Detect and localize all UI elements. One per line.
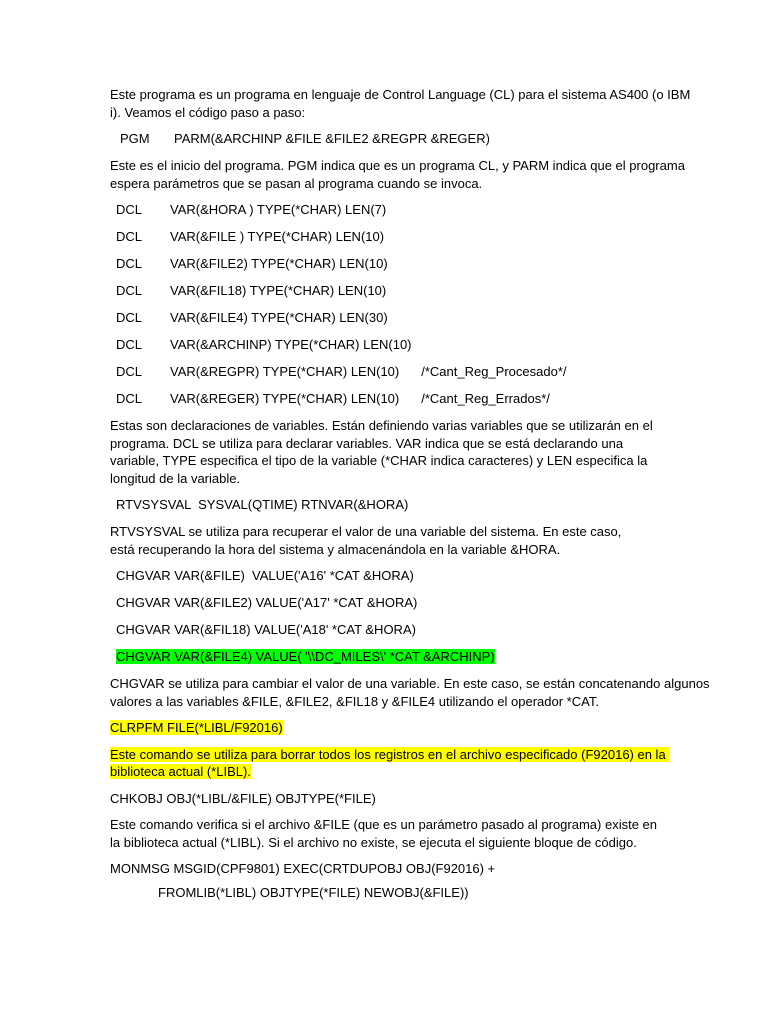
chgvar-line: CHGVAR VAR(&FIL18) VALUE('A18' *CAT &HORA) [116,622,416,637]
dcl-keyword: DCL [116,283,143,298]
chgvar-block [110,567,710,666]
dcl-args: VAR(&FILE ) TYPE(*CHAR) LEN(10) [170,229,385,244]
dcl-line [110,336,710,354]
pgm-keyword: PGM [120,131,150,146]
dcl-line [110,282,710,300]
dcl-line [110,228,710,246]
yellow-highlight: CLRPFM FILE(*LIBL/F92016) [110,720,283,735]
monmsg-code-line-2: FROMLIB(*LIBL) OBJTYPE(*FILE) NEWOBJ(&FILE)) [158,884,469,900]
dcl-keyword: DCL [116,202,143,217]
intro-paragraph: Este programa es un programa en lenguaje de Control Language (CL) para el sistema AS400 (o IBM i). Veamos el código paso a paso: [110,87,694,120]
dcl-args: VAR(&REGER) TYPE(*CHAR) LEN(10) [170,391,400,406]
dcl-block [110,201,710,408]
pgm-explanation: Este es el inicio del programa. PGM indica que es un programa CL, y PARM indica que el programa espera parámetros que se pasan al programa cuando se invoca. [110,158,689,191]
dcl-comment: /*Cant_Reg_Procesado*/ [421,364,567,379]
dcl-args: VAR(&FILE2) TYPE(*CHAR) LEN(10) [170,256,388,271]
dcl-line [110,255,710,273]
dcl-keyword: DCL [116,256,143,271]
rtvsysval-explanation: RTVSYSVAL se utiliza para recuperar el valor de una variable del sistema. En este caso, está recuperando la hora del sistema y almacenándola en la variable &HORA. [110,524,625,557]
pgm-code-line [110,130,710,148]
chgvar-explanation: CHGVAR se utiliza para cambiar el valor de una variable. En este caso, se están concatenando algunos valores a las variables &FILE, &FILE2, &FIL18 y &FILE4 utilizando el operador *CAT. [110,676,714,709]
dcl-comment: /*Cant_Reg_Errados*/ [421,391,550,406]
chgvar-line: CHGVAR VAR(&FILE2) VALUE('A17' *CAT &HORA) [116,595,418,610]
pgm-args: PARM(&ARCHINP &FILE &FILE2 &REGPR &REGER) [174,131,490,146]
dcl-explanation: Estas son declaraciones de variables. Están definiendo varias variables que se utilizarán en el programa. DCL se utiliza para declarar variables. VAR indica que se está declarando una variable, TYPE especifica el tipo de la variable (*CHAR indica caracteres) y LEN especifica la longitud de la variable. [110,418,657,486]
dcl-args: VAR(&HORA ) TYPE(*CHAR) LEN(7) [170,202,387,217]
clrpfm-code-line [110,719,710,737]
dcl-keyword: DCL [116,364,143,379]
chgvar-line: CHGVAR VAR(&FILE) VALUE('A16' *CAT &HORA) [116,568,414,583]
dcl-args: VAR(&FILE4) TYPE(*CHAR) LEN(30) [170,310,388,325]
dcl-args: VAR(&ARCHINP) TYPE(*CHAR) LEN(10) [170,337,412,352]
dcl-line [110,390,710,408]
yellow-highlight: Este comando se utiliza para borrar todos los registros en el archivo especificado (F92016) en la biblioteca actual (*LIBL). [110,746,670,779]
green-highlight: CHGVAR VAR(&FILE4) VALUE( '\\DC_MILES\' *CAT &ARCHINP) [116,649,495,664]
monmsg-code-line-1: MONMSG MSGID(CPF9801) EXEC(CRTDUPOBJ OBJ(F92016) + [110,861,496,876]
dcl-keyword: DCL [116,229,143,244]
clrpfm-explanation [110,746,670,781]
dcl-keyword: DCL [116,391,143,406]
chkobj-explanation: Este comando verifica si el archivo &FILE (que es un parámetro pasado al programa) existe en la biblioteca actual (*LIBL). Si el archivo no existe, se ejecuta el siguiente bloque de código. [110,817,661,850]
dcl-keyword: DCL [116,337,143,352]
chkobj-code-line: CHKOBJ OBJ(*LIBL/&FILE) OBJTYPE(*FILE) [110,790,376,806]
rtvsysval-code-line: RTVSYSVAL SYSVAL(QTIME) RTNVAR(&HORA) [116,497,409,512]
dcl-line [110,201,710,219]
dcl-args: VAR(&FIL18) TYPE(*CHAR) LEN(10) [170,283,387,298]
dcl-line [110,309,710,327]
chgvar-highlighted-line [110,648,710,666]
dcl-keyword: DCL [116,310,143,325]
document-page [110,86,714,911]
dcl-args: VAR(&REGPR) TYPE(*CHAR) LEN(10) [170,364,400,379]
dcl-line [110,363,710,381]
